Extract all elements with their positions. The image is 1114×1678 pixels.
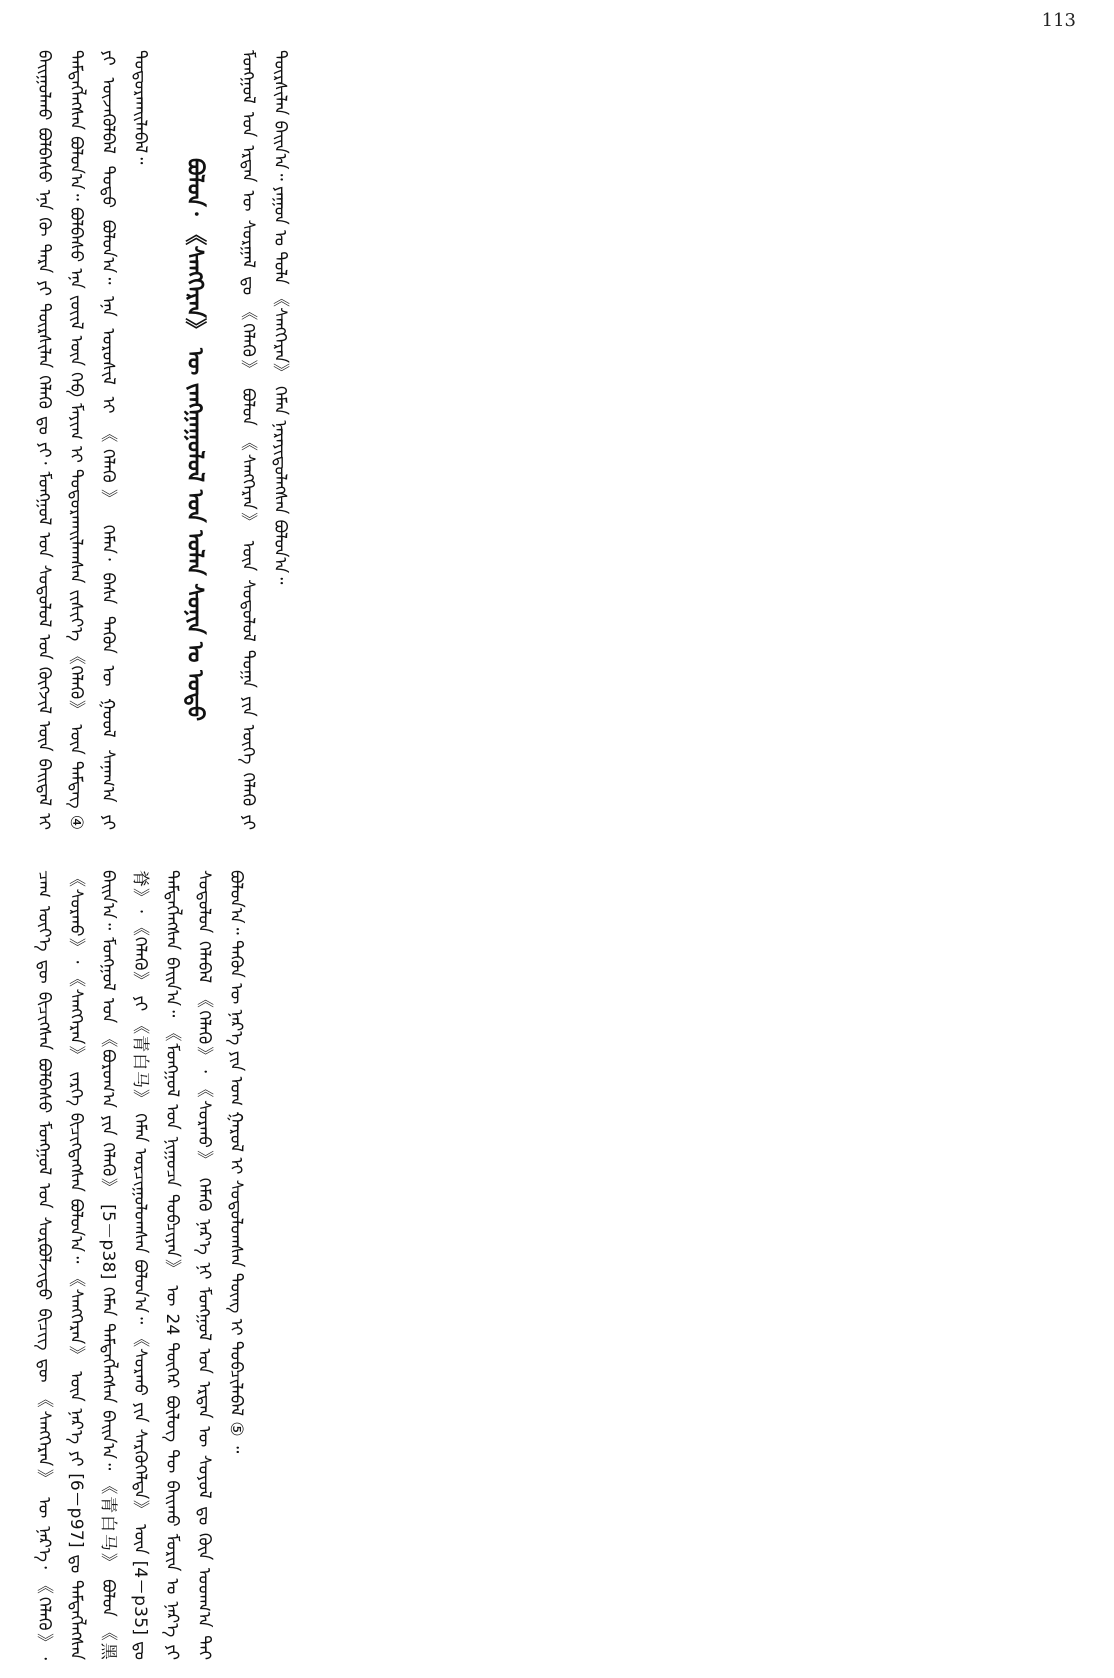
body-paragraph: ᠪᠠᠢᠭᠤᠯᠬᠤ ᠪᠣᠯᠪᠠᠰᠤ ᠡᠨᠡ ᠬᠦ ᠲᠡᠷᠡ ᠶᠢ ᠲᠦᠷᠰᠢᠯᠡᠨ ᠬᠡᠯᠡᠬᠦ ᠳᠤ ᠶᠢ᠂ ᠮᠣᠩᠭᠣᠯ ᠤᠨ ᠰᠤᠳᠤᠯᠤᠯ ᠤᠨ ᠬᠦᠭᠵᠢᠯ ᠦᠨ ᠪᠠᠢᠳᠠᠯ ᠢ ᠲᠡᠮᠳᠡᠭᠯᠡᠭᠰᠡᠨ ᠪᠣᠯᠤᠨ᠎ᠠ᠃ ᠪᠣᠯᠪᠠᠰᠤ ᠡᠨᠡ ᠵᠦᠢᠯ ᠦᠨ ᠬᠡᠪ ᠮᠠᠶᠢᠭ ᠢ ᠲᠣᠳᠤᠷᠬᠠᠢᠯᠠᠭᠰᠠᠨ ᠵᠢᠱᠢᠶ᠎ᠡ 《ᠬᠡᠯᠡᠬᠦ》 ᠦᠨ ᠲᠡᠮᠳᠡᠭ ④ ᠶᠢ ᠦᠵᠡᠭᠦᠯᠪᠡᠯ ᠲᠣᠳᠣ ᠪᠣᠯᠤᠨ᠎ᠠ᠃ ᠡᠨᠡ ᠤᠷᠤᠰᠢᠯ ᠢ 《ᠬᠡᠯᠡᠬᠦ》 ᠬᠡᠮᠡᠨ᠂ ᠪᠠᠰᠠ ᠲᠡᠭᠦᠨ ᠦ ᠭᠣᠣᠯ ᠰᠠᠨᠠᠭ᠎ᠠ ᠶᠢ ᠲᠣᠳᠣᠷᠬᠠᠢᠯᠠᠪᠠᠯ᠃ xyxy=(34,50,150,830)
section-heading: ᠪᠣᠯᠤᠨ᠂ 《ᠰᠡᠩᠭᠡᠷᠡᠨ》 ᠦ ᠵᠠᠩᠭ᠋ᠠᠭᠤᠯᠤᠯ ᠤᠨ ᠣᠯᠠᠨ ᠰᠣᠨᠢᠨ ᠤ ᠣᠳᠣ xyxy=(182,158,207,722)
body-paragraph: ᠮᠣᠩᠭᠣᠯ ᠤᠨ ᠡᠷᠲᠡᠨ ᠦ ᠰᠤᠷᠭᠠᠯ ᠳᠤ 《ᠬᠡᠯᠡᠬᠦ》 ᠪᠣᠯᠣᠨ 《ᠰᠡᠩᠭᠡᠷᠡᠨ》 ᠦᠨ ᠰᠤᠳᠤᠯᠤᠯ ᠲᠣᠭᠠ ᠶᠢᠨ ᠦᠭᠡ ᠬᠡᠯᠡᠬᠦ ᠶᠢ ᠲᠦᠷᠰᠢᠯᠡᠨ ᠪᠠᠢᠨ᠎ᠠ᠃ ᠶᠠᠭᠤᠨ ᠤ ᠲᠤᠯᠠ 《ᠰᠡᠩᠭᠡᠷᠡᠨ》 ᠬᠡᠮᠡᠨ ᠨᠡᠷᠡᠶᠢᠳᠦᠯᠡᠭᠰᠡᠨ ᠪᠣᠯᠣᠨ᠎ᠠ᠃ xyxy=(238,50,290,830)
body-paragraph: ᠴᠠᠭ ᠦᠶ᠎ᠡ ᠳᠦ ᠪᠢᠴᠢᠭᠰᠡᠨ ᠪᠣᠯᠪᠠᠰᠤ ᠮᠣᠩᠭᠣᠯ ᠤᠨ ᠰᠤᠷᠪᠤᠯᠵᠢᠲᠤ ᠪᠢᠴᠢᠭ᠌ ᠳᠦ 《ᠰᠡᠩᠭᠡᠷᠡᠨ》 ᠦ ᠨᠡᠷ᠎ᠡ᠂ 《ᠬᠡᠯᠡᠬᠦ》᠂ 《ᠰᠤᠷᠬᠤ》᠂ 《ᠰᠡᠩᠭᠡᠷᠡᠨ》 ᠵᠡᠷᠭᠡ ᠪᠢᠴᠢᠭᠳᠡᠭᠰᠡᠨ ᠪᠣᠯᠣᠨ᠎ᠠ᠃ 《ᠰᠡᠩᠭᠡᠷᠡᠨ》 ᠦᠨ ᠨᠡᠷ᠎ᠡ ᠶᠢ [6－p97] ᠳᠤ ᠲᠡᠮᠳᠡᠭᠯᠡᠭᠰᠡᠨ ᠪᠠᠢᠨ᠎ᠠ᠃ xyxy=(34,870,118,1660)
lower-text-block xyxy=(28,870,1088,1660)
body-paragraph: ᠮᠣᠩᠭᠣᠯ ᠤᠨ 《ᠪᠣᠷᠣᠭ᠎ᠠ ᠶᠢᠨ ᠬᠡᠯᠡᠬᠦ》 [5－p38] ᠬᠡᠮᠡᠨ ᠲᠡᠮᠳᠡᠭᠯᠡᠭᠰᠡᠨ ᠪᠠᠢᠨ᠎ᠠ᠃ 《青白马》 ᠪᠣᠯᠣᠨ 《黑脊》᠂ 《ᠬᠡᠯᠡᠬᠦ》 ᠶᠢ 《青白马》 ᠬᠡᠮᠡᠨ ᠣᠷᠴᠢᠭᠤᠯᠤᠭᠰᠠᠨ ᠪᠣᠯᠣᠨ᠎ᠠ᠃ 《ᠰᠤᠷᠬᠤ ᠶᠢᠨ ᠰᠡᠷᠭᠦᠭᠡᠯᠲᠡ》 ᠦᠨ [4－p35] ᠳᠤ ᠲᠡᠮᠳᠡᠭᠯᠡᠭᠰᠡᠨ ᠪᠠᠢᠨ᠎ᠠ᠃ xyxy=(98,870,182,1660)
upper-text-block xyxy=(28,50,1088,830)
page-number: 113 xyxy=(1041,10,1076,31)
body-paragraph: 《ᠮᠣᠩᠭᠣᠯ ᠤᠨ ᠨᠢᠭᠤᠴᠠ ᠲᠣᠪᠴᠢᠶᠠᠨ》 ᠦ 24 ᠳᠦᠭᠡᠷ ᠪᠦᠯᠦᠭ ᠲᠦ ᠪᠠᠢᠬᠤ ᠮᠣᠷᠢᠨ ᠤ ᠨᠡᠷ᠎ᠡ ᠶᠢ ᠰᠤᠳᠤᠯᠤᠨ ᠬᠡᠯᠡᠪᠡᠯ 《ᠬᠡᠯᠡᠬᠦ》᠂ 《ᠰᠤᠷᠬᠤ》 ᠬᠡᠮᠡᠬᠦ ᠨᠡᠷ᠎ᠡ ᠨᠢ ᠮᠣᠩᠭᠣᠯ ᠤᠨ ᠡᠷᠲᠡᠨ ᠦ ᠰᠤᠶᠤᠯ ᠳᠤ ᠭᠦᠨ ᠤᠳᠬ᠎ᠠ ᠲᠠᠢ ᠪᠣᠯᠣᠨ᠎ᠠ᠃ ᠲᠡᠭᠦᠨ ᠦ ᠨᠡᠷ᠎ᠡ ᠶᠢᠨ ᠤᠭ ᠭᠠᠷᠤᠯ ᠢ ᠰᠤᠳᠤᠯᠤᠭᠰᠠᠨ ᠳᠦᠩ ᠢ ᠲᠣᠪᠴᠢᠯᠠᠪᠠᠯ ⑤ ᠃ xyxy=(162,870,246,1660)
